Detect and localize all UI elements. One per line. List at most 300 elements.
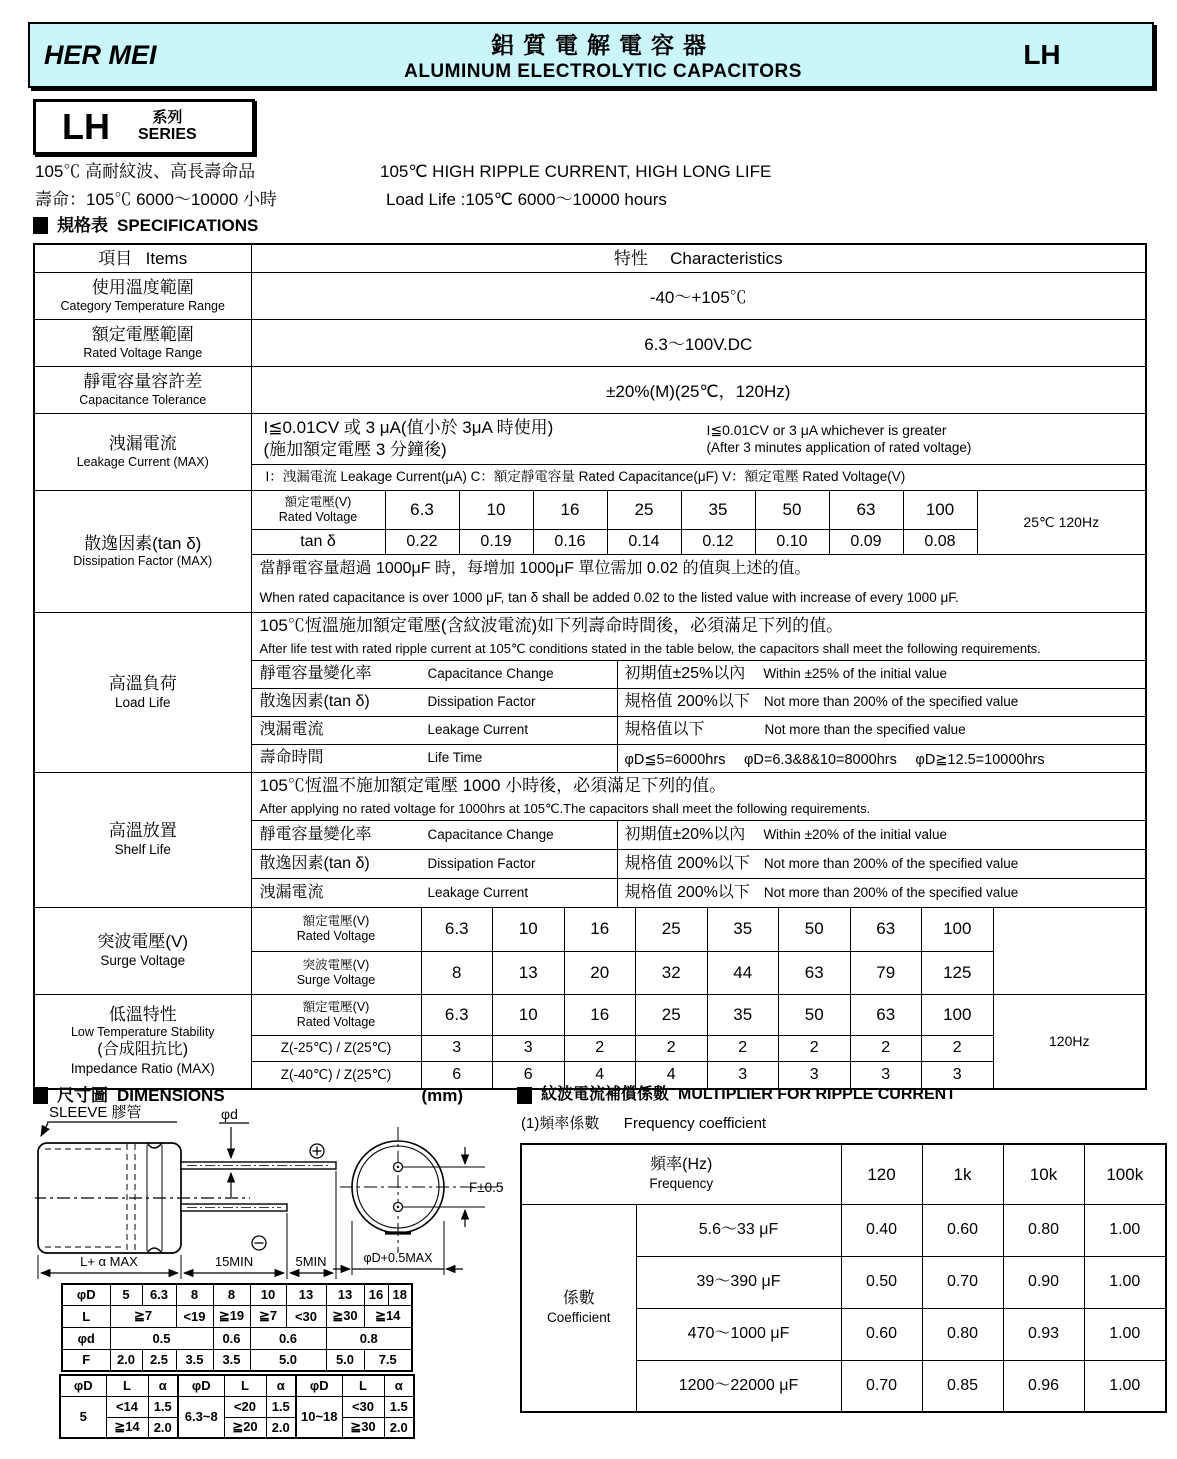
items-en: Items [145, 248, 188, 268]
spec-heading-en: SPECIFICATIONS [117, 216, 259, 235]
coef-value: 1.00 [1084, 1256, 1166, 1308]
tan-value: 0.19 [459, 529, 533, 554]
bullet-square-icon [33, 1087, 48, 1104]
leakage-formula-en [707, 421, 972, 457]
diss-voltage: 63 [829, 491, 903, 529]
surge-voltage: 100 [921, 908, 993, 951]
leak-zh: 洩漏電流 [108, 434, 177, 454]
alpha-h-l: L [224, 1375, 266, 1396]
voltage-range-label [34, 319, 251, 366]
dim-l-val: <30 [286, 1305, 326, 1327]
z25-value: 2 [850, 1035, 922, 1061]
low-temp-content [251, 994, 1146, 1089]
load-en: Load Life [114, 694, 171, 710]
load-intro-zh: 105℃恆溫施加額定電壓(含紋波電流)如下列壽命時間後，必須滿足下列的值。 [259, 615, 844, 635]
bullet-square-icon [33, 217, 48, 234]
z25-value: 2 [921, 1035, 993, 1061]
lowt-en1: Low Temperature Stability [70, 1025, 215, 1040]
dim-d-val: 6.3 [142, 1284, 176, 1305]
alpha-header-row [60, 1375, 414, 1396]
char-zh: 特性 [613, 248, 648, 268]
coef-value: 0.40 [841, 1204, 922, 1256]
series-box-label [138, 109, 197, 145]
sleeve-label: SLEEVE 膠管 [49, 1104, 142, 1121]
spec-heading [33, 215, 258, 236]
lowt-rv-label [252, 995, 421, 1035]
dim-d-val: 13 [286, 1284, 326, 1305]
coef-value: 1.00 [1084, 1204, 1166, 1256]
diss-zh: 散逸因素(tan δ) [84, 533, 202, 553]
shelf-r1-szh: 初期值±20%以內 [624, 825, 746, 843]
temp-range-label [34, 272, 251, 319]
load-r2-zh: 散逸因素(tan δ) [259, 693, 370, 710]
load-r3-en: Leakage Current [427, 722, 529, 738]
surge-voltage: 63 [850, 908, 922, 951]
lowt-voltage: 10 [492, 995, 564, 1035]
coef-value: 0.70 [922, 1256, 1003, 1308]
dim-f-val: 2.0 [110, 1349, 142, 1371]
brand-logo: HER MEI [44, 39, 157, 70]
cap-range: 39～390 μF [636, 1256, 841, 1308]
bullet-square-icon [517, 1087, 532, 1104]
intro-en-2: Load Life :105℃ 6000～10000 hours [386, 190, 667, 209]
surge-value: 79 [850, 951, 922, 994]
load-row-4 [252, 744, 1146, 772]
spec-table [33, 243, 1147, 1090]
alpha-g1-d: 5 [60, 1396, 106, 1438]
diss-voltage: 6.3 [385, 491, 459, 529]
capacitor-dimension-drawing [35, 1103, 510, 1285]
dim-f-val: 5.0 [326, 1349, 364, 1371]
tan-value: 0.09 [829, 529, 903, 554]
alpha-val: <14 [106, 1396, 148, 1417]
tan-label: tan δ [252, 529, 385, 554]
header-band [28, 22, 1154, 88]
surge-value: 63 [778, 951, 850, 994]
z40-value: 6 [421, 1061, 493, 1088]
load-r4-en: Life Time [427, 750, 483, 766]
z25-label: Z(-25℃) / Z(25℃) [252, 1035, 421, 1061]
surge-zh: 突波電壓(V) [97, 932, 189, 952]
low-temp-label [34, 994, 251, 1089]
z25-value: 3 [492, 1035, 564, 1061]
dim-row-phid [62, 1327, 412, 1349]
surge-sv-en: Surge Voltage [296, 972, 376, 987]
freq-en: Frequency [649, 1176, 714, 1192]
title-en: ALUMINUM ELECTROLYTIC CAPACITORS [404, 61, 802, 82]
dimensions-table-a [61, 1283, 413, 1372]
dim-f-val: 2.5 [142, 1349, 176, 1371]
shelf-r3-szh: 規格值 200%以下 [624, 883, 750, 901]
tan-value: 0.12 [681, 529, 755, 554]
shelf-r1-zh: 靜電容量變化率 [259, 825, 372, 843]
dim-row-f [62, 1349, 412, 1371]
cap-range: 5.6～33 μF [636, 1204, 841, 1256]
load-r4-spec: φD≦5=6000hrs φD=6.3&8&10=8000hrs φD≧12.5=10000hrs [624, 751, 1045, 768]
surge-voltage: 35 [707, 908, 779, 951]
lowt-voltage: 100 [921, 995, 993, 1035]
tol-zh: 靜電容量容許差 [83, 372, 203, 392]
lowt-voltage: 35 [707, 995, 779, 1035]
dissipation-content [251, 490, 1146, 612]
ripple-sub-en: Frequency coefficient [623, 1115, 767, 1132]
series-box [33, 99, 255, 155]
leak-f-en2: (After 3 minutes application of rated voltage) [706, 439, 972, 455]
row-voltage-range [34, 319, 1146, 366]
coef-value: 0.80 [1003, 1204, 1084, 1256]
spec-header-char [251, 244, 1146, 272]
z40-value: 4 [564, 1061, 636, 1088]
dim-f-val: 3.5 [213, 1349, 250, 1371]
load-r1-en: Capacitance Change [427, 666, 554, 682]
shelf-life-label [34, 772, 251, 907]
ripple-heading-en: MULTIPLIER FOR RIPPLE CURRENT [678, 1086, 956, 1103]
alpha-h-a: α [148, 1375, 178, 1396]
z40-value: 3 [850, 1061, 922, 1088]
dim-d-val: 13 [326, 1284, 364, 1305]
dim-15min-label: 15MIN [214, 1254, 254, 1269]
shelf-intro-en: After applying no rated voltage for 1000hrs at 105℃.The capacitors shall meet the following requirements. [259, 800, 871, 816]
row-dissipation [34, 490, 1146, 612]
load-life-label [34, 612, 251, 772]
ripple-table [520, 1143, 1167, 1413]
cap-tolerance-label [34, 366, 251, 413]
dims-heading-en: DIMENSIONS [117, 1086, 225, 1105]
dim-d-val: 10 [250, 1284, 286, 1305]
dim-5min-label: 5MIN [295, 1254, 327, 1269]
load-r2-en: Dissipation Factor [427, 694, 536, 710]
surge-value: 44 [707, 951, 779, 994]
dim-h-l: L [62, 1305, 110, 1327]
z40-value: 6 [492, 1061, 564, 1088]
tol-en: Capacitance Tolerance [79, 392, 207, 407]
dim-f-val: 3.5 [176, 1349, 213, 1371]
surge-rv-en: Rated Voltage [296, 929, 376, 943]
diss-condition: 25℃ 120Hz [977, 491, 1146, 554]
ripple-subheading [521, 1112, 766, 1133]
alpha-val: 2.0 [266, 1417, 296, 1438]
leakage-formula-row [252, 414, 1146, 464]
leak-en: Leakage Current (MAX) [76, 454, 209, 469]
surge-sv-zh: 突波電壓(V) [302, 957, 370, 972]
diss-rv-label [252, 491, 385, 529]
header-titles [274, 27, 932, 83]
dim-l-val: ≧7 [110, 1305, 176, 1327]
surge-voltage: 50 [778, 908, 850, 951]
spec-header-items [34, 244, 251, 272]
coef-value: 0.80 [922, 1308, 1003, 1360]
temp-en: Category Temperature Range [60, 298, 225, 313]
diss-voltage: 35 [681, 491, 755, 529]
z40-value: 3 [921, 1061, 993, 1088]
dims-heading-zh: 尺寸圖 [57, 1086, 108, 1105]
intro-zh-1: 105℃ 高耐紋波、高長壽命品 [35, 162, 256, 181]
lowt-voltage: 6.3 [421, 995, 493, 1035]
dim-h-d: φD [62, 1284, 110, 1305]
tan-value: 0.10 [755, 529, 829, 554]
dimensions-table-b [59, 1374, 415, 1439]
alpha-val: ≧30 [342, 1417, 384, 1438]
series-en: SERIES [138, 126, 197, 144]
z25-value: 2 [707, 1035, 779, 1061]
dim-l-val: ≧14 [364, 1305, 412, 1327]
ripple-heading [517, 1085, 956, 1105]
alpha-val: <30 [342, 1396, 384, 1417]
load-life-content [251, 612, 1146, 772]
diss-voltage: 10 [459, 491, 533, 529]
surge-rv-label [252, 908, 421, 951]
alpha-h-d: φD [178, 1375, 224, 1396]
shelf-r1-en: Capacitance Change [427, 826, 554, 842]
diss-voltage: 50 [755, 491, 829, 529]
row-load-life [34, 612, 1146, 772]
volt-zh: 額定電壓範圍 [91, 325, 194, 345]
lowt-voltage: 16 [564, 995, 636, 1035]
lowt-zh1: 低溫特性 [108, 1005, 177, 1025]
alpha-row-1 [60, 1396, 414, 1417]
diss-rv-en: Rated Voltage [278, 509, 358, 524]
coef-value: 0.93 [1003, 1308, 1084, 1360]
shelf-r2-zh: 散逸因素(tan δ) [259, 854, 370, 872]
alpha-h-a: α [266, 1375, 296, 1396]
surge-voltage: 16 [564, 908, 636, 951]
surge-rv-zh: 額定電壓(V) [302, 914, 370, 928]
diss-note-en: When rated capacitance is over 1000 μF, tan δ shall be added 0.02 to the listed value with increase of every 1000 μF. [259, 589, 959, 605]
series-code: LH [1023, 39, 1061, 70]
alpha-h-a: α [384, 1375, 414, 1396]
dissipation-label [34, 490, 251, 612]
coef-en: Coefficient [546, 1309, 611, 1325]
leak-f-zh2: (施加額定電壓 3 分鐘後) [263, 439, 447, 459]
leakage-label [34, 413, 251, 490]
ripple-row-1 [521, 1204, 1166, 1256]
dim-h-phid: φd [62, 1327, 110, 1349]
alpha-h-d: φD [296, 1375, 342, 1396]
z25-value: 3 [421, 1035, 493, 1061]
shelf-intro-zh: 105℃恆溫不施加額定電壓 1000 小時後，必須滿足下列的值。 [259, 775, 727, 795]
surge-voltage: 25 [635, 908, 707, 951]
load-row-3 [252, 716, 1146, 744]
surge-content [251, 907, 1146, 994]
dim-l-val: ≧30 [326, 1305, 364, 1327]
lowt-en2: Impedance Ratio (MAX) [70, 1061, 215, 1077]
alpha-val: <20 [224, 1396, 266, 1417]
alpha-val: ≧20 [224, 1417, 266, 1438]
freq-label-cell [521, 1144, 841, 1204]
leak-f-zh1: I≦0.01CV 或 3 μA(值小於 3μA 時使用) [263, 418, 554, 438]
load-r3-sen: Not more than the specified value [764, 722, 966, 738]
shelf-life-content [251, 772, 1146, 907]
diss-en: Dissipation Factor (MAX) [73, 554, 213, 569]
tan-value: 0.08 [903, 529, 977, 554]
volt-en: Rated Voltage Range [83, 345, 203, 360]
freq-value: 1k [922, 1144, 1003, 1204]
row-low-temp [34, 994, 1146, 1089]
cap-range: 470～1000 μF [636, 1308, 841, 1360]
dim-d-val: 5 [110, 1284, 142, 1305]
lowt-zh2: (合成阻抗比) [97, 1041, 189, 1059]
shelf-r1-sen: Within ±20% of the initial value [763, 826, 948, 842]
alpha-g3-d: 10~18 [296, 1396, 342, 1438]
z40-value: 4 [635, 1061, 707, 1088]
load-row-2 [252, 688, 1146, 716]
dim-l-val: ≧19 [213, 1305, 250, 1327]
surge-voltage: 10 [492, 908, 564, 951]
dim-l-label: L+ α MAX [80, 1254, 138, 1269]
surge-value: 13 [492, 951, 564, 994]
intro-en-1: 105℃ HIGH RIPPLE CURRENT, HIGH LONG LIFE [380, 162, 772, 181]
dims-unit: (mm) [421, 1086, 463, 1105]
alpha-h-l: L [342, 1375, 384, 1396]
coef-value: 0.90 [1003, 1256, 1084, 1308]
dim-d-val: 18 [388, 1284, 412, 1305]
alpha-row-2 [60, 1417, 414, 1438]
diss-voltage: 16 [533, 491, 607, 529]
spec-heading-zh: 規格表 [57, 216, 108, 235]
z25-value: 2 [564, 1035, 636, 1061]
tan-value: 0.14 [607, 529, 681, 554]
load-r2-sen: Not more than 200% of the specified value [763, 694, 1019, 710]
alpha-val: 2.0 [148, 1417, 178, 1438]
phid-label: φd [221, 1106, 238, 1122]
alpha-val: 1.5 [384, 1396, 414, 1417]
surge-sv-label [252, 951, 421, 994]
temp-range-value: -40～+105℃ [251, 272, 1146, 319]
leakage-content [251, 413, 1146, 490]
surge-value: 125 [921, 951, 993, 994]
lowt-rv-en: Rated Voltage [296, 1014, 376, 1029]
coef-value: 1.00 [1084, 1360, 1166, 1412]
leakage-legend: I：洩漏電流 Leakage Current(μA) C：額定靜電容量 Rated Capacitance(μF) V：額定電壓 Rated Voltage(V) [252, 464, 1146, 490]
coef-value: 0.60 [841, 1308, 922, 1360]
z40-value: 3 [778, 1061, 850, 1088]
voltage-range-value: 6.3～100V.DC [251, 319, 1146, 366]
row-surge [34, 907, 1146, 994]
dim-phid-val: 0.6 [213, 1327, 250, 1349]
dim-d-val: 8 [176, 1284, 213, 1305]
shelf-r3-sen: Not more than 200% of the specified value [763, 884, 1019, 900]
shelf-r3-zh: 洩漏電流 [259, 883, 324, 901]
load-r4-zh: 壽命時間 [259, 749, 324, 766]
cap-range: 1200～22000 μF [636, 1360, 841, 1412]
coef-value: 0.96 [1003, 1360, 1084, 1412]
coef-value: 1.00 [1084, 1308, 1166, 1360]
dim-phid-val: 0.5 [110, 1327, 213, 1349]
dim-l-val: <19 [176, 1305, 213, 1327]
temp-zh: 使用溫度範圍 [91, 278, 194, 298]
lowt-voltage: 25 [635, 995, 707, 1035]
alpha-val: ≧14 [106, 1417, 148, 1438]
intro-zh-2: 壽命：105℃ 6000～10000 小時 [35, 190, 277, 209]
load-r1-zh: 靜電容量變化率 [259, 665, 372, 682]
series-zh: 系列 [152, 109, 183, 127]
shelf-row-3 [252, 878, 1146, 907]
shelf-r2-sen: Not more than 200% of the specified value [763, 855, 1019, 871]
tan-value: 0.22 [385, 529, 459, 554]
z25-value: 2 [635, 1035, 707, 1061]
freq-zh: 頻率(Hz) [650, 1156, 713, 1174]
title-zh: 鋁質電解電容器 [491, 32, 715, 59]
row-temp-range [34, 272, 1146, 319]
load-r1-sen: Within ±25% of the initial value [763, 666, 948, 682]
plus-polarity-icon [310, 1144, 324, 1158]
items-zh: 項目 [98, 248, 133, 268]
dim-d-val: 16 [364, 1284, 388, 1305]
leak-f-en1: I≦0.01CV or 3 μA whichever is greater [706, 421, 947, 438]
load-r1-szh: 初期值±25%以內 [624, 665, 746, 682]
load-intro-en: After life test with rated ripple current at 105℃ conditions stated in the table below, the capacitors shall meet the following requirements. [259, 640, 1041, 656]
surge-label [34, 907, 251, 994]
coef-zh: 係數 [562, 1289, 595, 1307]
leakage-formula-zh [252, 417, 707, 460]
lowt-voltage: 50 [778, 995, 850, 1035]
diss-voltage: 25 [607, 491, 681, 529]
alpha-val: 1.5 [266, 1396, 296, 1417]
surge-en: Surge Voltage [100, 953, 186, 969]
minus-polarity-icon [252, 1236, 266, 1250]
alpha-h-d: φD [60, 1375, 106, 1396]
surge-value: 32 [635, 951, 707, 994]
load-r3-szh: 規格值以下 [624, 721, 705, 738]
shelf-zh: 高溫放置 [108, 821, 177, 841]
ripple-header-row [521, 1144, 1166, 1204]
row-leakage [34, 413, 1146, 490]
z25-value: 2 [778, 1035, 850, 1061]
shelf-r2-szh: 規格值 200%以下 [624, 854, 750, 872]
coef-value: 0.85 [922, 1360, 1003, 1412]
dim-h-f: F [62, 1349, 110, 1371]
lowt-rv-zh: 額定電壓(V) [302, 999, 370, 1014]
load-row-1 [252, 660, 1146, 688]
z40-value: 3 [707, 1061, 779, 1088]
load-zh: 高溫負荷 [108, 673, 177, 693]
dim-f-val: 7.5 [364, 1349, 412, 1371]
row-shelf-life [34, 772, 1146, 907]
ripple-heading-zh: 紋波電流補償係數 [541, 1086, 670, 1103]
dim-row-l [62, 1305, 412, 1327]
surge-voltage: 6.3 [421, 908, 493, 951]
alpha-h-l: L [106, 1375, 148, 1396]
shelf-r3-en: Leakage Current [427, 884, 529, 900]
coefficient-cell [521, 1204, 636, 1412]
surge-value: 8 [421, 951, 493, 994]
shelf-en: Shelf Life [114, 842, 171, 858]
shelf-row-2 [252, 849, 1146, 878]
sleeve-arrow [41, 1123, 48, 1136]
spec-header-row [34, 244, 1146, 272]
z40-label: Z(-40℃) / Z(25℃) [252, 1061, 421, 1088]
freq-value: 120 [841, 1144, 922, 1204]
diss-rv-zh: 額定電壓(V) [284, 494, 352, 509]
surge-blank-cell [993, 908, 1146, 994]
freq-value: 10k [1003, 1144, 1084, 1204]
dim-phid-val: 0.8 [326, 1327, 412, 1349]
dim-l-val: ≧7 [250, 1305, 286, 1327]
surge-value: 20 [564, 951, 636, 994]
dim-d-label: φD+0.5MAX [363, 1251, 433, 1265]
series-box-code: LH [62, 106, 110, 147]
char-en: Characteristics [670, 248, 783, 268]
dim-row-d [62, 1284, 412, 1305]
tan-value: 0.16 [533, 529, 607, 554]
diss-voltage: 100 [903, 491, 977, 529]
dim-phid-val: 0.6 [250, 1327, 326, 1349]
coef-value: 0.70 [841, 1360, 922, 1412]
shelf-row-1 [252, 820, 1146, 849]
dim-f-val: 5.0 [250, 1349, 326, 1371]
coef-value: 0.50 [841, 1256, 922, 1308]
shelf-r2-en: Dissipation Factor [427, 855, 536, 871]
